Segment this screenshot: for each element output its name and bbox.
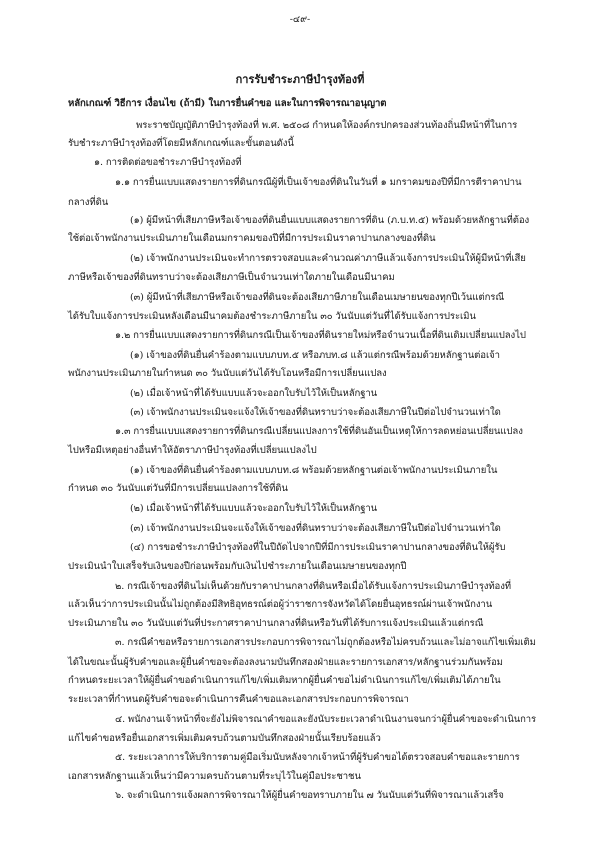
page-number: -๔๙- [289, 14, 311, 25]
paragraph-line: พนักงานประเมินภายในกำหนด ๓๐ วันนับแต่วันได้รับโอนหรือมีการเปลี่ยนแปลง [68, 368, 387, 379]
paragraph-line: (๓) ผู้มีหน้าที่เสียภาษีหรือเจ้าของที่ดินจะต้องเสียภาษีภายในเดือนเมษายนของทุกปีเว้นแต่กรณี [130, 292, 505, 303]
paragraph-line: ประเมินนำใบเสร็จรับเงินของปีก่อนพร้อมกับเงินไปชำระภายในเดือนเมษายนของทุกปี [68, 561, 407, 572]
paragraph-line: ระยะเวลาที่กำหนดผู้รับคำขอจะดำเนินการคืนคำขอและเอกสารประกอบการพิจารณา [68, 694, 409, 705]
paragraph-line: (๒) เมื่อเจ้าหน้าที่ได้รับแบบแล้วจะออกใบรับไว้ให้เป็นหลักฐาน [130, 388, 378, 399]
paragraph-line: (๔) การขอชำระภาษีบำรุงท้องที่ในปีถัดไปจากปีที่มีการประเมินราคาปานกลางของที่ดินให้ผู้รับ [130, 542, 506, 553]
paragraph-line: ๓. กรณีคำขอหรือรายการเอกสารประกอบการพิจารณาไม่ถูกต้องหรือไม่ครบถ้วนและไม่อาจแก้ไขเพิ่มเติม [115, 637, 536, 648]
paragraph-line: ๑. การติดต่อขอชำระภาษีบำรุงท้องที่ [94, 157, 242, 168]
paragraph-line: (๒) เมื่อเจ้าหน้าที่ได้รับแบบแล้วจะออกใบรับไว้ให้เป็นหลักฐาน [130, 503, 378, 514]
paragraph-line: ๑.๓ การยื่นแบบแสดงรายการที่ดินกรณีเปลี่ยนแปลงการใช้ที่ดินอันเป็นเหตุให้การลดหย่อนเปลี่ยนแปลง [115, 426, 523, 437]
paragraph-line: ภาษีหรือเจ้าของที่ดินทราบว่าจะต้องเสียภาษีเป็นจำนวนเท่าใดภายในเดือนมีนาคม [68, 272, 395, 283]
paragraph-line: ได้ในขณะนั้นผู้รับคำขอและผู้ยื่นคำขอจะต้องลงนามบันทึกสองฝ่ายและรายการเอกสาร/หลักฐานร่วมกันพร้อม [68, 657, 503, 668]
paragraph-line: แล้วเห็นว่าการประเมินนั้นไม่ถูกต้องมีสิทธิอุทธรณ์ต่อผู้ว่าราชการจังหวัดได้โดยยื่นอุทธรณ์ผ่านเจ้าพนักงาน [68, 599, 493, 610]
paragraph-line: ๔. พนักงานเจ้าหน้าที่จะยังไม่พิจารณาคำขอและยังนับระยะเวลาดำเนินงานจนกว่าผู้ยื่นคำขอจะดำเนินการ [115, 714, 537, 725]
section-heading: หลักเกณฑ์ วิธีการ เงื่อนไข (ถ้ามี) ในการยื่นคำขอ และในการพิจารณาอนุญาต [68, 98, 387, 109]
page-title: การรับชำระภาษีบำรุงท้องที่ [235, 73, 365, 86]
paragraph-line: (๑) เจ้าของที่ดินยื่นคำร้องตามแบบภบท.๘ พร้อมด้วยหลักฐานต่อเจ้าพนักงานประเมินภายใน [130, 465, 498, 476]
paragraph-line: ไปหรือมีเหตุอย่างอื่นทำให้อัตราภาษีบำรุงท้องที่เปลี่ยนแปลงไป [68, 445, 317, 456]
paragraph-line: พระราชบัญญัติภาษีบำรุงท้องที่ พ.ศ. ๒๕๐๘ กำหนดให้องค์กรปกครองส่วนท้องถิ่นมีหน้าที่ในการ [136, 120, 518, 131]
paragraph-line: (๑) ผู้มีหน้าที่เสียภาษีหรือเจ้าของที่ดินยื่นแบบแสดงรายการที่ดิน (ภ.บ.ท.๕) พร้อมด้วยหลักฐานที่ต้อง [130, 215, 530, 226]
paragraph-line: กำหนด ๓๐ วันนับแต่วันที่มีการเปลี่ยนแปลงการใช้ที่ดิน [68, 483, 288, 494]
paragraph-line: ๑.๑ การยื่นแบบแสดงรายการที่ดินกรณีผู้ที่เป็นเจ้าของที่ดินในวันที่ ๑ มกราคมของปีที่มีการตีราคาปาน [115, 177, 522, 188]
paragraph-line: ใช้ต่อเจ้าพนักงานประเมินภายในเดือนมกราคมของปีที่มีการประเมินราคาปานกลางของที่ดิน [68, 233, 436, 244]
paragraph-line: แก้ไขคำขอหรือยื่นเอกสารเพิ่มเติมครบถ้วนตามบันทึกสองฝ่ายนั้นเรียบร้อยแล้ว [68, 733, 381, 744]
paragraph-line: รับชำระภาษีบำรุงท้องที่โดยมีหลักเกณฑ์และขั้นตอนดังนี้ [68, 138, 294, 149]
paragraph-line: เอกสารหลักฐานแล้วเห็นว่ามีความครบถ้วนตามที่ระบุไว้ในคู่มือประชาชน [68, 771, 361, 782]
paragraph-line: (๓) เจ้าพนักงานประเมินจะแจ้งให้เจ้าของที่ดินทราบว่าจะต้องเสียภาษีในปีต่อไปจำนวนเท่าใด [130, 523, 501, 534]
paragraph-line: กำหนดระยะเวลาให้ผู้ยื่นคำขอดำเนินการแก้ไข/เพิ่มเติมหากผู้ยื่นคำขอไม่ดำเนินการแก้ไข/เพิ่มเติมได้ภายใน [68, 675, 501, 686]
paragraph-line: (๑) เจ้าของที่ดินยื่นคำร้องตามแบบภบท.๕ หรือภบท.๘ แล้วแต่กรณีพร้อมด้วยหลักฐานต่อเจ้า [130, 350, 500, 361]
paragraph-line: กลางที่ดิน [68, 197, 109, 208]
paragraph-line: (๒) เจ้าพนักงานประเมินจะทำการตรวจสอบและคำนวณค่าภาษีแล้วแจ้งการประเมินให้ผู้มีหน้าที่เสีย [130, 253, 526, 264]
paragraph-line: ได้รับใบแจ้งการประเมินหลังเดือนมีนาคมต้องชำระภาษีภายใน ๓๐ วันนับแต่วันที่ได้รับแจ้งการประเมิน [68, 311, 476, 322]
paragraph-line: ๕. ระยะเวลาการให้บริการตามคู่มือเริ่มนับหลังจากเจ้าหน้าที่ผู้รับคำขอได้ตรวจสอบคำขอและรายการ [115, 752, 520, 763]
paragraph-line: ๑.๒ การยื่นแบบแสดงรายการที่ดินกรณีเป็นเจ้าของที่ดินรายใหม่หรือจำนวนเนื้อที่ดินเดิมเปลี่ยนแปลงไป [115, 330, 526, 341]
paragraph-line: ๖. จะดำเนินการแจ้งผลการพิจารณาให้ผู้ยื่นคำขอทราบภายใน ๗ วันนับแต่วันที่พิจารณาแล้วเสร็จ [115, 790, 504, 801]
paragraph-line: ประเมินภายใน ๓๐ วันนับแต่วันที่ประกาศราคาปานกลางที่ดินหรือวันที่ได้รับการแจ้งประเมินแล้วแต่กรณี [68, 618, 484, 629]
paragraph-line: (๓) เจ้าพนักงานประเมินจะแจ้งให้เจ้าของที่ดินทราบว่าจะต้องเสียภาษีในปีต่อไปจำนวนเท่าใด [130, 407, 501, 418]
paragraph-line: ๒. กรณีเจ้าของที่ดินไม่เห็นด้วยกับราคาปานกลางที่ดินหรือเมื่อได้รับแจ้งการประเมินภาษีบำรุงท้องที่ [115, 581, 512, 592]
